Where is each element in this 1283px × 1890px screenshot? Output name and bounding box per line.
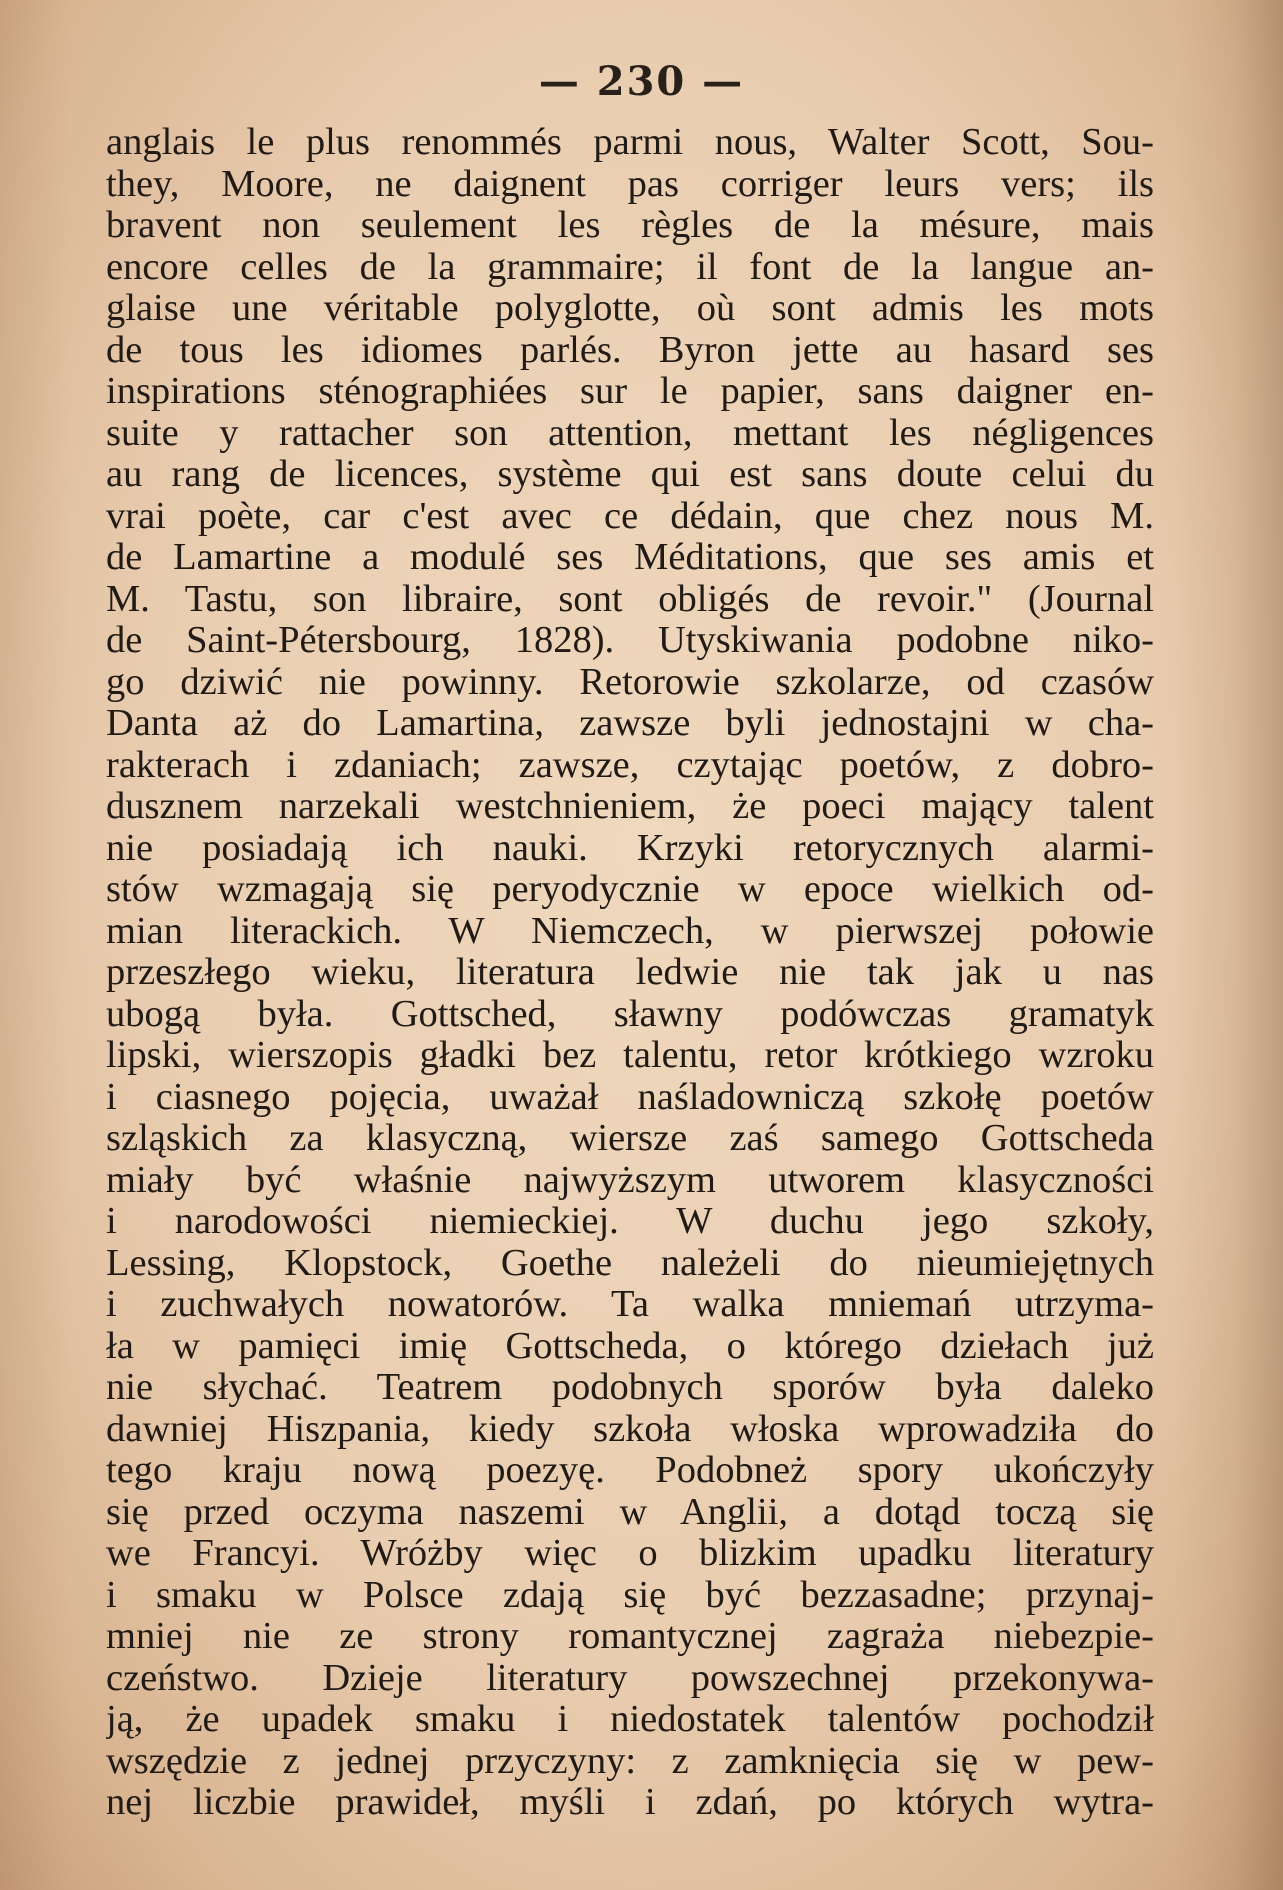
text-line: i ciasnego pojęcia, uważał naśladowniczą szkołę poetów: [106, 1076, 1154, 1118]
text-line: nie słychać. Teatrem podobnych sporów była daleko: [106, 1367, 1154, 1408]
text-line: M. Tastu, son libraire, sont obligés de revoir." (Journal: [106, 578, 1154, 620]
text-line: dusznem narzekali westchnieniem, że poeci mający talent: [106, 786, 1154, 827]
text-line: ła w pamięci imię Gottscheda, o którego dziełach już: [106, 1325, 1154, 1367]
text-line: bravent non seulement les règles de la mésure, mais: [106, 205, 1154, 246]
text-line: stów wzmagają się peryodycznie w epoce wielkich od-: [106, 869, 1154, 910]
text-line: Lessing, Klopstock, Goethe należeli do nieumiejętnych: [106, 1242, 1154, 1284]
text-line: suite y rattacher son attention, mettant les négligences: [106, 412, 1154, 454]
page-number: — 230 —: [538, 58, 745, 105]
text-line: czeństwo. Dzieje literatury powszechnej przekonywa-: [106, 1657, 1154, 1699]
page-edge-shadow-left: [0, 0, 70, 1890]
text-line: anglais le plus renommés parmi nous, Walter Scott, Sou-: [106, 122, 1154, 163]
body-text: [106, 122, 1154, 1824]
text-line: go dziwić nie powinny. Retorowie szkolarze, od czasów: [106, 661, 1154, 703]
text-line: mian literackich. W Niemczech, w pierwszej połowie: [106, 910, 1154, 952]
text-line: inspirations sténographiées sur le papier, sans daigner en-: [106, 371, 1154, 412]
text-line: tego kraju nową poezyę. Podobneż spory ukończyły: [106, 1450, 1154, 1491]
text-line: vrai poète, car c'est avec ce dédain, que chez nous M.: [106, 495, 1154, 537]
text-line: de tous les idiomes parlés. Byron jette au hasard ses: [106, 329, 1154, 371]
text-line: wszędzie z jednej przyczyny: z zamknięcia się w pew-: [106, 1740, 1154, 1782]
text-line: przeszłego wieku, literatura ledwie nie tak jak u nas: [106, 952, 1154, 993]
text-line: lipski, wierszopis gładki bez talentu, retor krótkiego wzroku: [106, 1035, 1154, 1076]
text-line: rakterach i zdaniach; zawsze, czytając poetów, z dobro-: [106, 744, 1154, 786]
text-line: i zuchwałych nowatorów. Ta walka mniemań utrzyma-: [106, 1284, 1154, 1325]
text-line: Danta aż do Lamartina, zawsze byli jednostajni w cha-: [106, 703, 1154, 744]
text-line: nie posiadają ich nauki. Krzyki retorycznych alarmi-: [106, 827, 1154, 869]
text-line: i narodowości niemieckiej. W duchu jego szkoły,: [106, 1201, 1154, 1242]
text-line: au rang de licences, système qui est sans doute celui du: [106, 454, 1154, 495]
text-line: de Saint-Pétersbourg, 1828). Utyskiwania podobne niko-: [106, 620, 1154, 661]
text-line: się przed oczyma naszemi w Anglii, a dotąd toczą się: [106, 1491, 1154, 1533]
text-line: mniej nie ze strony romantycznej zagraża niebezpie-: [106, 1616, 1154, 1657]
text-line: i smaku w Polsce zdają się być bezzasadne; przynaj-: [106, 1574, 1154, 1616]
text-line: they, Moore, ne daignent pas corriger leurs vers; ils: [106, 163, 1154, 205]
text-line: dawniej Hiszpania, kiedy szkoła włoska wprowadziła do: [106, 1408, 1154, 1450]
text-line: de Lamartine a modulé ses Méditations, que ses amis et: [106, 537, 1154, 578]
page-edge-shadow-right: [1173, 0, 1283, 1890]
text-line: we Francyi. Wróżby więc o blizkim upadku literatury: [106, 1533, 1154, 1574]
text-line: szląskich za klasyczną, wiersze zaś samego Gottscheda: [106, 1118, 1154, 1159]
text-line: encore celles de la grammaire; il font de la langue an-: [106, 246, 1154, 288]
text-line: ją, że upadek smaku i niedostatek talentów pochodził: [106, 1699, 1154, 1740]
text-line: glaise une véritable polyglotte, où sont admis les mots: [106, 288, 1154, 329]
text-line: miały być właśnie najwyższym utworem klasyczności: [106, 1159, 1154, 1201]
text-line: nej liczbie prawideł, myśli i zdań, po których wytra-: [106, 1782, 1154, 1823]
text-line: ubogą była. Gottsched, sławny podówczas gramatyk: [106, 993, 1154, 1035]
